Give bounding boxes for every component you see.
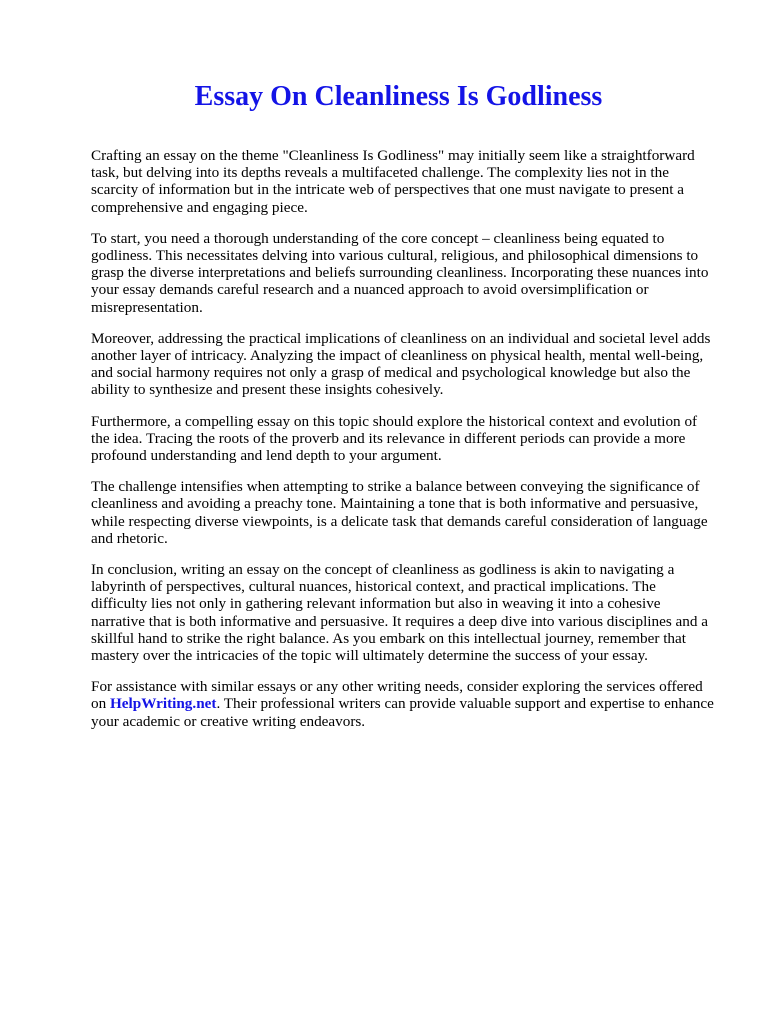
closing-text-before-link: For assistance with similar essays or any other writing needs, consider exploring the services offered on xyxy=(91,678,703,713)
paragraph-balance: The challenge intensifies when attempting to strike a balance between conveying the significance of cleanliness and avoiding a preachy tone. Maintaining a tone that is both informative and persuasive, while respecting diverse viewpoints, is a delicate task that demands careful consideration of language and rhetoric. xyxy=(91,478,708,547)
closing-text-after-link: . Their professional writers can provide valuable support and expertise to enhance your academic or creative writing endeavors. xyxy=(91,695,714,730)
helpwriting-link[interactable]: HelpWriting.net xyxy=(109,695,217,713)
paragraph-historical-context: Furthermore, a compelling essay on this topic should explore the historical context and evolution of the idea. Tracing the roots of the proverb and its relevance in different periods can provide a more profound understanding and lend depth to your argument. xyxy=(91,412,698,465)
paragraph-practical-implications: Moreover, addressing the practical implications of cleanliness on an individual and societal level adds another layer of intricacy. Analyzing the impact of cleanliness on physical health, mental well-being, and social harmony requires not only a grasp of medical and psychological knowledge but also the ability to synthesize and present these insights cohesively. xyxy=(91,329,711,399)
paragraph-conclusion: In conclusion, writing an essay on the concept of cleanliness as godliness is akin to navigating a labyrinth of perspectives, cultural nuances, historical context, and practical implications. The difficulty lies not only in gathering relevant information but also in weaving it into a cohesive narrative that is both informative and persuasive. It requires a deep dive into various disciplines and a skillful hand to strike the right balance. As you embark on this intellectual journey, remember that mastery over the intricacies of the topic will ultimately determine the success of your essay. xyxy=(91,561,709,665)
paragraph-intro: Crafting an essay on the theme "Cleanliness Is Godliness" may initially seem like a straightforward task, but delving into its depths reveals a multifaceted challenge. The complexity lies not in the scarcity of information but in the intricate web of perspectives that one must navigate to present a comprehensive and engaging piece. xyxy=(91,147,695,216)
document-title: Essay On Cleanliness Is Godliness xyxy=(194,81,603,112)
paragraph-core-concept: To start, you need a thorough understanding of the core concept – cleanliness being equated to godliness. This necessitates delving into various cultural, religious, and philosophical dimensions to grasp the diverse interpretations and beliefs surrounding cleanliness. Incorporating these nuances into your essay demands careful research and a nuanced approach to avoid oversimplification or misrepresentation. xyxy=(91,229,709,316)
paragraph-closing xyxy=(91,678,714,730)
